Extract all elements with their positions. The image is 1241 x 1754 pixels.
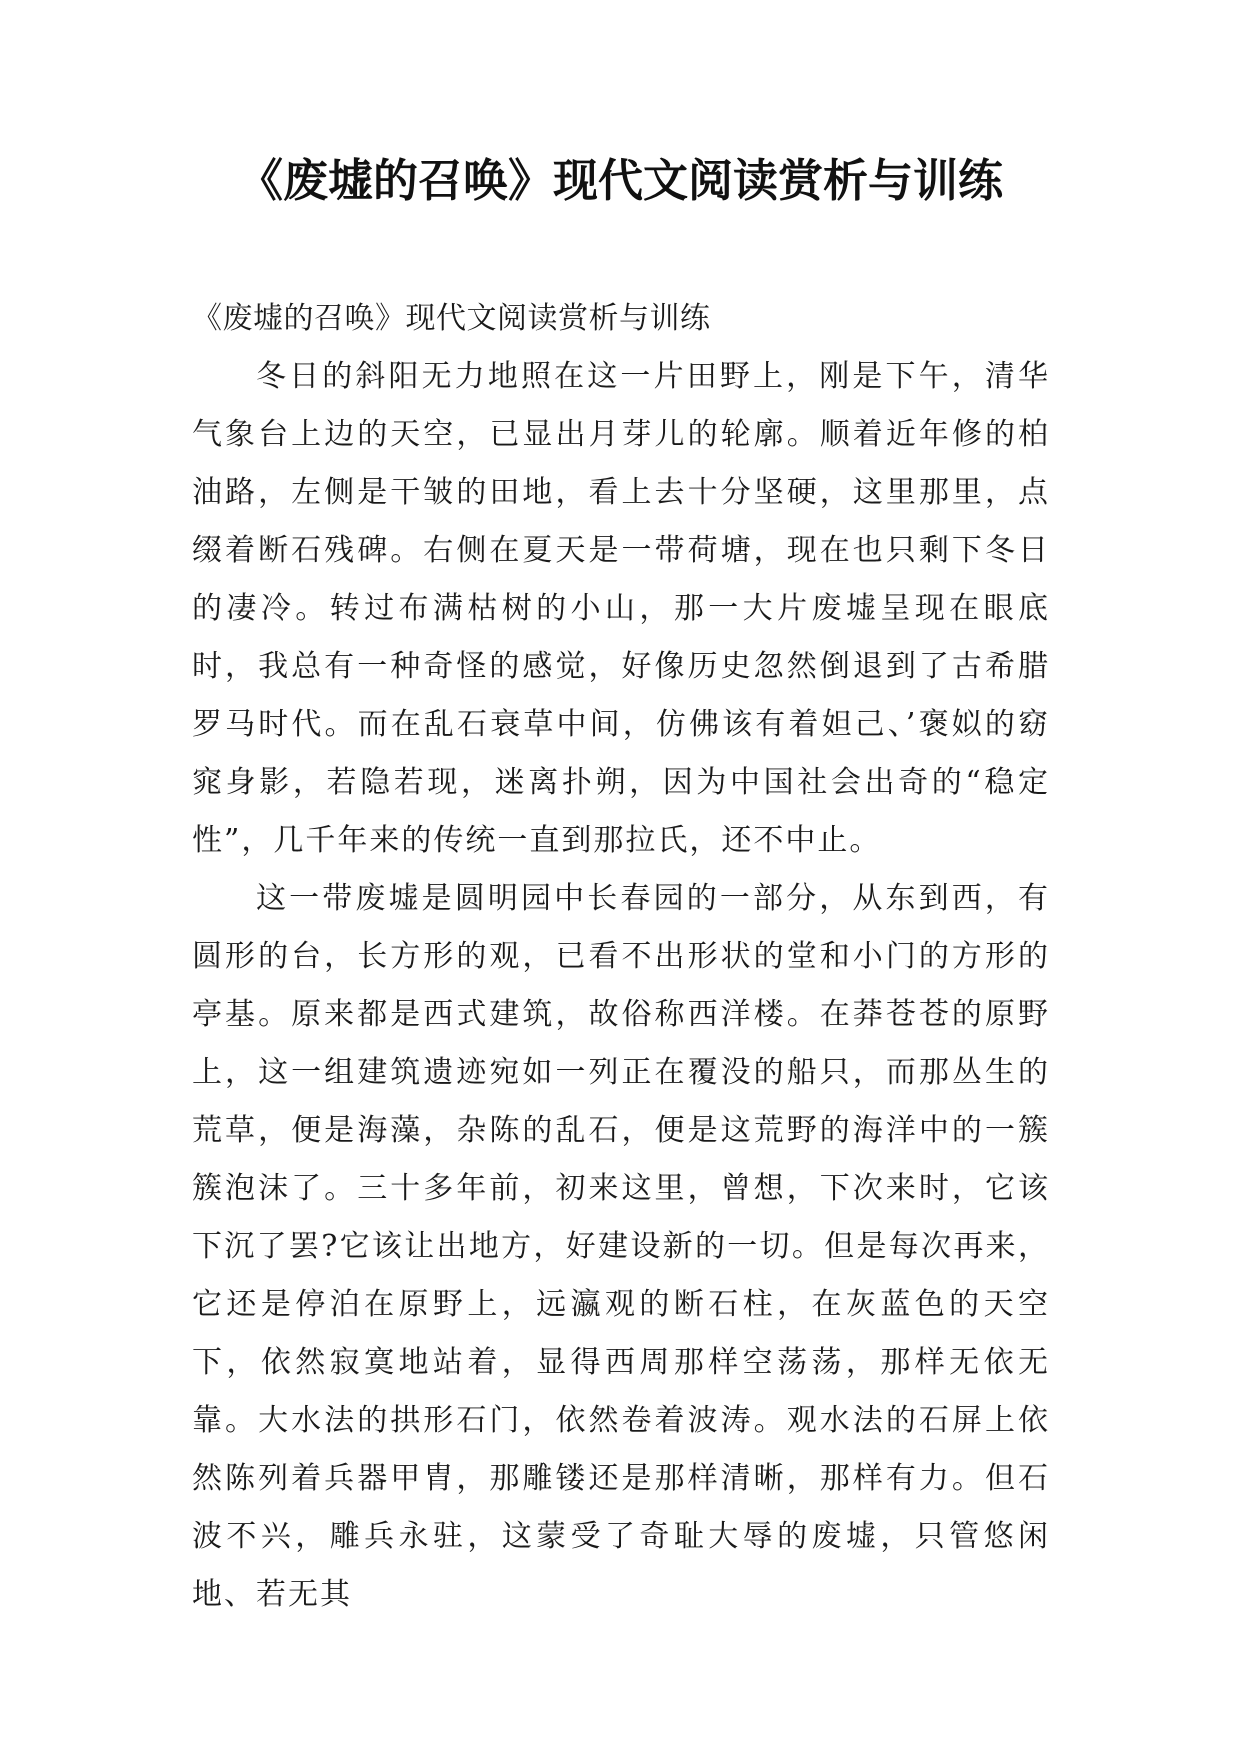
document-subtitle: 《废墟的召唤》现代文阅读赏析与训练 (192, 301, 711, 336)
paragraph: 这一带废墟是圆明园中长春园的一部分，从东到西，有圆形的台，长方形的观，已看不出形状的堂和小门的方形的亭基。原来都是西式建筑，故俗称西洋楼。在莽苍苍的原野上，这一组建筑遗迹宛如一列正在覆没的船只，而那丛生的荒草，便是海藻，杂陈的乱石，便是这荒野的海洋中的一簇簇泡沫了。三十多年前，初来这里，曾想，下次来时，它该下沉了罢?它该让出地方，好建设新的一切。但是每次再来，它还是停泊在原野上，远瀛观的断石柱，在灰蓝色的天空下，依然寂寞地站着，显得西周那样空荡荡，那样无依无靠。大水法的拱形石门，依然卷着波涛。观水法的石屏上依然陈列着兵器甲胄，那雕镂还是那样清晰，那样有力。但石波不兴，雕兵永驻，这蒙受了奇耻大辱的废墟，只管悠闲地、若无其 (192, 881, 1050, 1612)
document-title: 《废墟的召唤》现代文阅读赏析与训练 (237, 154, 1003, 207)
document-body (192, 290, 1050, 1624)
paragraph: 冬日的斜阳无力地照在这一片田野上，刚是下午，清华气象台上边的天空，已显出月芽儿的轮廓。顺着近年修的柏油路，左侧是干皱的田地，看上去十分坚硬，这里那里，点缀着断石残碑。右侧在夏天是一带荷塘，现在也只剩下冬日的凄冷。转过布满枯树的小山，那一大片废墟呈现在眼底时，我总有一种奇怪的感觉，好像历史忽然倒退到了古希腊罗马时代。而在乱石衰草中间，仿佛该有着妲己、’褒姒的窈窕身影，若隐若现，迷离扑朔，因为中国社会出奇的“稳定性”，几千年来的传统一直到那拉氏，还不中止。 (192, 359, 1050, 858)
